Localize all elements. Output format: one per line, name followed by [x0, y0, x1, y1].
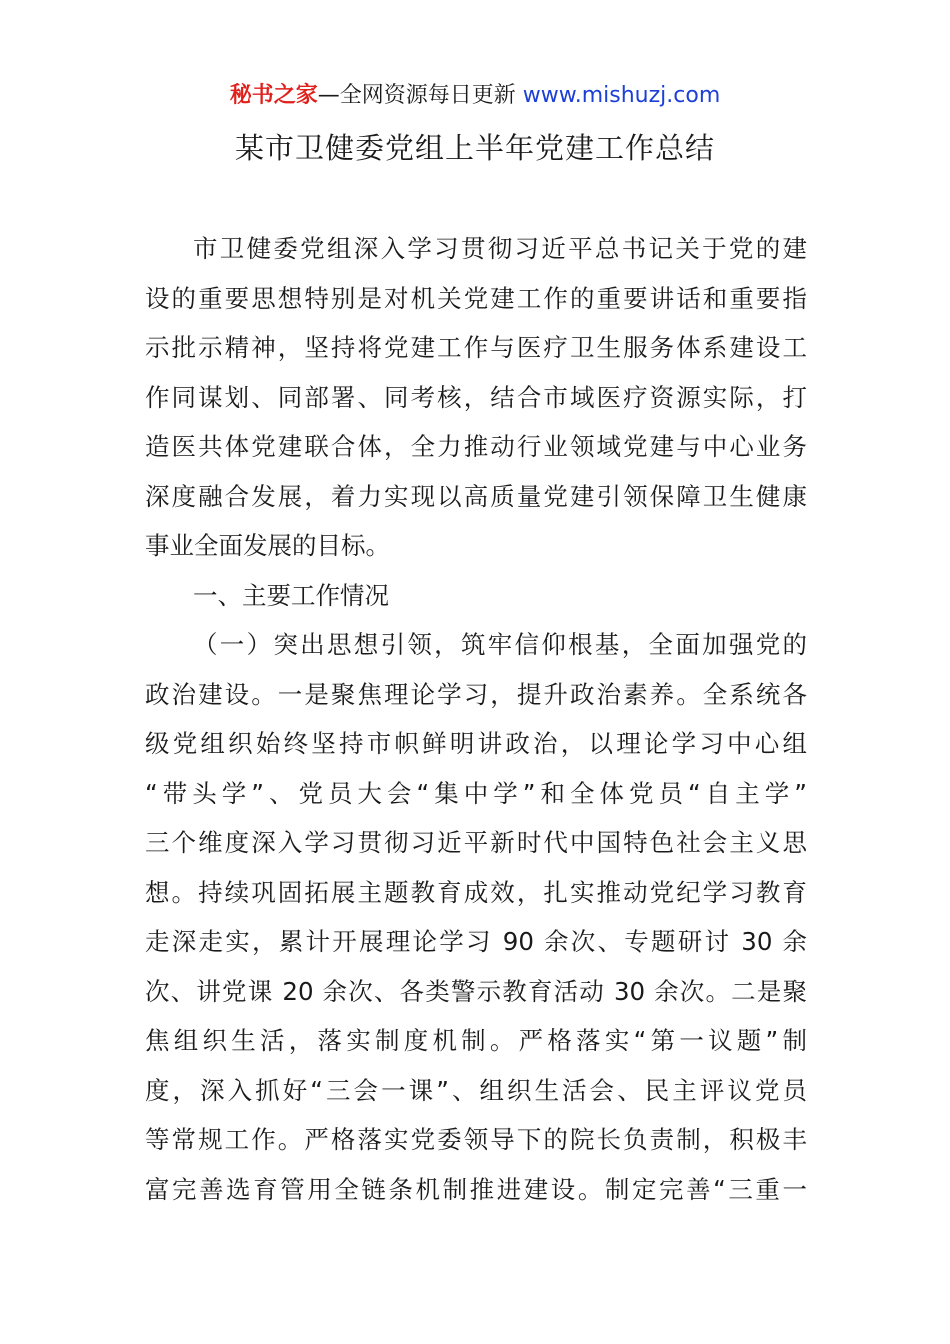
paragraph-line: 设的重要思想特别是对机关党建工作的重要讲话和重要指: [145, 283, 807, 313]
document-body: [145, 224, 807, 1214]
paragraph-line: “带头学”、党员大会“集中学”和全体党员“自主学”: [145, 778, 807, 808]
paragraph-line: 走深走实，累计开展理论学习 90 余次、专题研讨 30 余: [145, 927, 807, 956]
paragraph-line: 富完善选育管用全链条机制推进建设。制定完善“三重一: [145, 1174, 807, 1204]
paragraph-line: 度，深入抓好“三会一课”、组织生活会、民主评议党员: [145, 1075, 807, 1105]
paragraph-line: 等常规工作。严格落实党委领导下的院长负责制，积极丰: [145, 1125, 807, 1154]
site-brand: 秘书之家: [229, 83, 318, 108]
paragraph-line: 想。持续巩固拓展主题教育成效，扎实推动党纪学习教育: [145, 877, 807, 907]
paragraph-line: 焦组织生活，落实制度机制。严格落实“第一议题”制: [145, 1026, 807, 1055]
paragraph-line: 政治建设。一是聚焦理论学习，提升政治素养。全系统各: [145, 679, 807, 709]
paragraph-line: 次、讲党课 20 余次、各类警示教育活动 30 余次。二是聚: [145, 976, 807, 1006]
paragraph-line: 三个维度深入学习贯彻习近平新时代中国特色社会主义思: [145, 828, 807, 857]
paragraph-line: 示批示精神，坚持将党建工作与医疗卫生服务体系建设工: [145, 333, 807, 362]
paragraph-line: 事业全面发展的目标。: [145, 531, 390, 560]
site-url-link[interactable]: www.mishuzj.com: [522, 83, 721, 108]
paragraph-line: 造医共体党建联合体，全力推动行业领域党建与中心业务: [145, 432, 807, 461]
paragraph-line: 级党组织始终坚持市帜鲜明讲政治，以理论学习中心组: [145, 729, 807, 758]
paragraph-line: 市卫健委党组深入学习贯彻习近平总书记关于党的建: [193, 234, 807, 263]
paragraph-line: 作同谋划、同部署、同考核，结合市域医疗资源实际，打: [145, 382, 807, 412]
document-title: 某市卫健委党组上半年党建工作总结: [234, 131, 715, 165]
site-tagline: —全网资源每日更新: [317, 83, 523, 108]
section-heading: 一、主要工作情况: [193, 580, 389, 610]
paragraph-line: （一）突出思想引领，筑牢信仰根基，全面加强党的: [193, 630, 807, 659]
paragraph-line: 深度融合发展，着力实现以高质量党建引领保障卫生健康: [145, 481, 807, 511]
site-header: [0, 80, 950, 112]
